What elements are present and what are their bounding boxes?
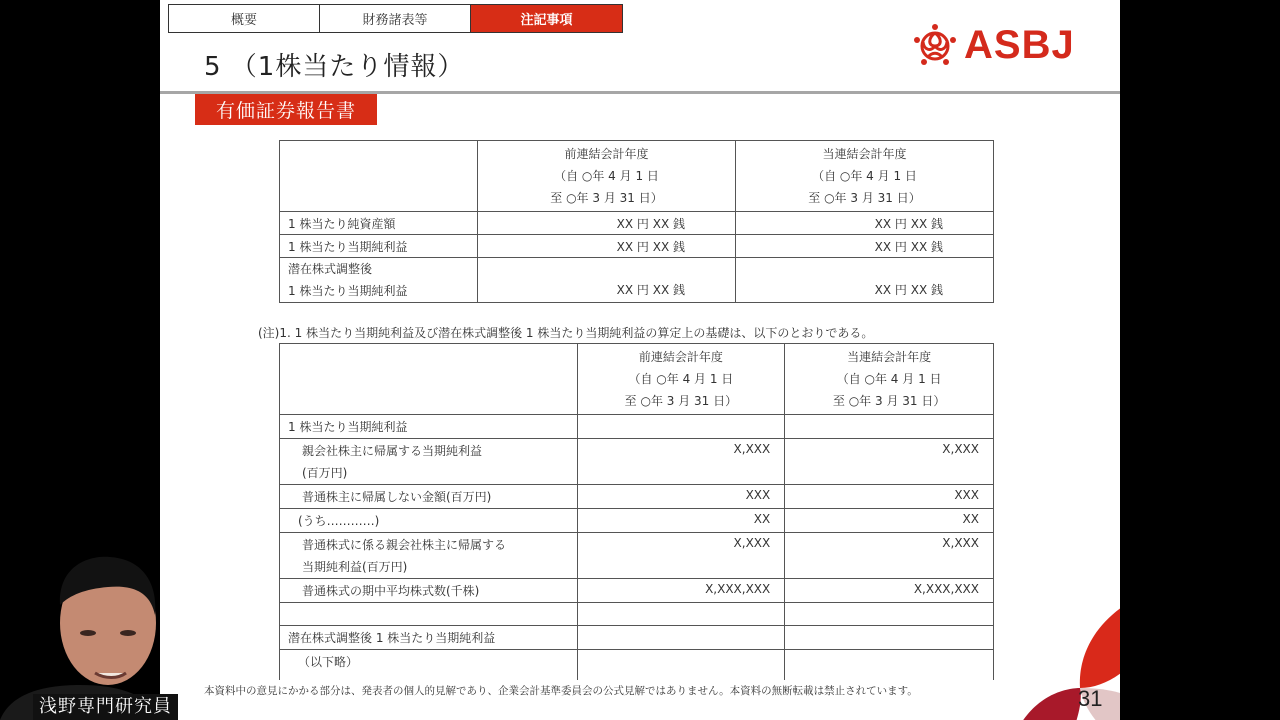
row-label: 潜在株式調整後 1 株当たり当期純利益 (280, 258, 478, 303)
logo-text: ASBJ (964, 23, 1075, 67)
table-row (280, 579, 994, 603)
curr-value: XX 円 XX 銭 (736, 235, 994, 258)
row-label: （以下略） (280, 650, 578, 680)
prev-value: XX (577, 509, 785, 533)
table-row (280, 415, 994, 439)
curr-value: XXX (785, 485, 994, 509)
row-label (280, 603, 578, 626)
tab-overview[interactable]: 概要 (169, 5, 320, 32)
prev-value: XX 円 XX 銭 (478, 235, 736, 258)
curr-value: X,XXX (785, 439, 994, 485)
row-label: 普通株式の期中平均株式数(千株) (280, 579, 578, 603)
curr-value: X,XXX,XXX (785, 579, 994, 603)
curr-value: XX (785, 509, 994, 533)
prev-value: XX 円 XX 銭 (478, 258, 736, 303)
curr-value: XX 円 XX 銭 (736, 258, 994, 303)
row-label: 1 株当たり純資産額 (280, 212, 478, 235)
header-current-year: 当連結会計年度 （自 ○年 4 月 1 日 至 ○年 3 月 31 日） (785, 344, 994, 415)
prev-value: X,XXX (577, 533, 785, 579)
prev-value: X,XXX (577, 439, 785, 485)
header-prev-year: 前連結会計年度 （自 ○年 4 月 1 日 至 ○年 3 月 31 日） (478, 141, 736, 212)
disclaimer-text: 本資料中の意見にかかる部分は、発表者の個人的見解であり、企業会計基準委員会の公式見解ではありません。本資料の無断転載は禁止されています。 (204, 685, 918, 697)
curr-value (785, 415, 994, 439)
row-label: 潜在株式調整後 1 株当たり当期純利益 (280, 626, 578, 650)
prev-value (577, 650, 785, 680)
presentation-slide (160, 0, 1120, 720)
table-row (280, 212, 994, 235)
row-label: (うち…………) (280, 509, 578, 533)
header-empty-cell (280, 141, 478, 212)
table-row (280, 603, 994, 626)
page-number: 31 (1078, 686, 1103, 711)
prev-value: XXX (577, 485, 785, 509)
prev-value (577, 626, 785, 650)
table-row (280, 650, 994, 680)
curr-value (785, 603, 994, 626)
document-type-label: 有価証券報告書 (195, 94, 377, 125)
table-row (280, 485, 994, 509)
prev-value (577, 415, 785, 439)
prev-value (577, 603, 785, 626)
footnote: (注)1. 1 株当たり当期純利益及び潜在株式調整後 1 株当たり当期純利益の算定上の基礎は、以下のとおりである。 (258, 326, 874, 340)
presenter-name-caption: 浅野専門研究員 (33, 694, 178, 720)
row-label: 普通株式に係る親会社株主に帰属する 当期純利益(百万円) (280, 533, 578, 579)
header-current-year: 当連結会計年度 （自 ○年 4 月 1 日 至 ○年 3 月 31 日） (736, 141, 994, 212)
asbj-logo (912, 22, 1075, 68)
row-label: 1 株当たり当期純利益 (280, 415, 578, 439)
header-prev-year: 前連結会計年度 （自 ○年 4 月 1 日 至 ○年 3 月 31 日） (577, 344, 785, 415)
header-empty-cell (280, 344, 578, 415)
row-label: 親会社株主に帰属する当期純利益 (百万円) (280, 439, 578, 485)
table-row (280, 439, 994, 485)
tab-financial-statements[interactable]: 財務諸表等 (320, 5, 471, 32)
table-header-row (280, 344, 994, 415)
row-label: 普通株主に帰属しない金額(百万円) (280, 485, 578, 509)
row-label: 1 株当たり当期純利益 (280, 235, 478, 258)
table-header-row (280, 141, 994, 212)
prev-value: X,XXX,XXX (577, 579, 785, 603)
flower-emblem-icon (912, 22, 958, 68)
curr-value: X,XXX (785, 533, 994, 579)
table-row (280, 533, 994, 579)
section-nav-tabs (168, 4, 623, 33)
table-row (280, 509, 994, 533)
per-share-info-table (279, 140, 994, 303)
tab-notes[interactable]: 注記事項 (471, 5, 622, 32)
table-row (280, 258, 994, 303)
page-title: 5 （1株当たり情報） (204, 52, 465, 82)
table-row (280, 235, 994, 258)
table-row (280, 626, 994, 650)
eps-basis-table (279, 343, 994, 680)
curr-value (785, 650, 994, 680)
curr-value: XX 円 XX 銭 (736, 212, 994, 235)
curr-value (785, 626, 994, 650)
prev-value: XX 円 XX 銭 (478, 212, 736, 235)
